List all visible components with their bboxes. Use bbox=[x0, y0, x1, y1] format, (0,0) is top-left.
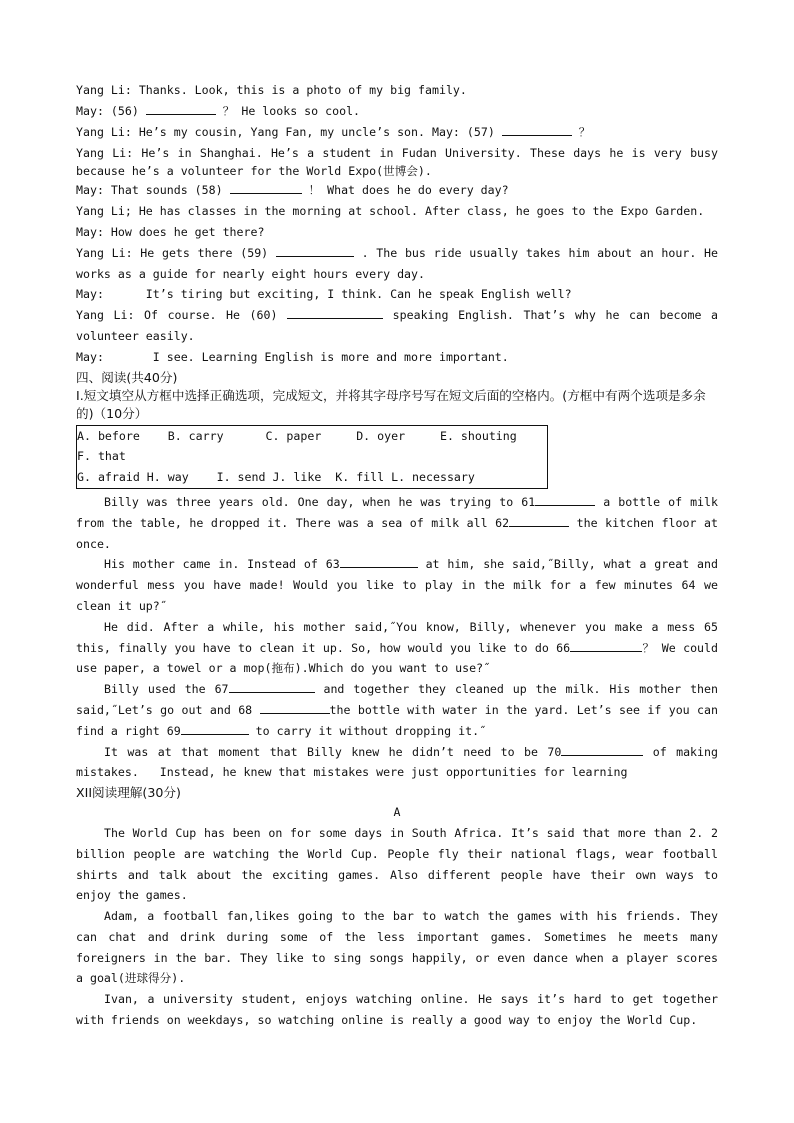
dialogue-text: ？ bbox=[571, 124, 591, 139]
story-paragraph bbox=[76, 554, 725, 616]
dialogue-text: Yang Li: He gets there (59) bbox=[76, 245, 276, 260]
dialogue-line bbox=[76, 122, 718, 143]
story-text: the kitchen floor at once. bbox=[76, 515, 725, 551]
dialogue-line bbox=[76, 305, 725, 347]
story-text: His mother came in. Instead of 63 bbox=[104, 557, 340, 572]
dialogue-section bbox=[76, 80, 725, 368]
story-paragraph bbox=[76, 742, 725, 784]
answer-blank-63[interactable] bbox=[340, 555, 418, 568]
answer-blank-59[interactable] bbox=[276, 244, 354, 257]
story-text: of making mistakes. Instead, he knew that mistakes were just opportunities for learning bbox=[76, 744, 725, 780]
story-text: and together they cleaned up the milk. His mother then said,˝Let’s go out and 68 bbox=[76, 682, 725, 717]
dialogue-line: Yang Li: He’s in Shanghai. He’s a student in Fudan University. These days he is very busy because he’s a volunteer for the World Expo(世博会). bbox=[76, 146, 725, 179]
story-paragraph bbox=[76, 617, 725, 679]
dialogue-text: May: (56) bbox=[76, 103, 146, 118]
dialogue-line: Yang Li: Thanks. Look, this is a photo of my big family. bbox=[76, 83, 467, 97]
dialogue-text: speaking English. That’s why he can become a volunteer easily. bbox=[76, 308, 725, 343]
dialogue-line bbox=[76, 101, 718, 122]
answer-blank-61[interactable] bbox=[535, 493, 595, 506]
dialogue-line: May: It’s tiring but exciting, I think. Can he speak English well? bbox=[76, 287, 572, 302]
answer-blank-67[interactable] bbox=[229, 680, 315, 693]
word-choice-box bbox=[76, 425, 548, 489]
dialogue-text: . The bus ride usually takes him about an hour. He works as a guide for nearly eight hours every day. bbox=[76, 245, 725, 281]
word-box-row: G. afraid H. way I. send J. like K. fill L. necessary bbox=[77, 470, 475, 485]
story-text: ？ We could use paper, a towel or a mop(拖布).Which do you want to use?˝ bbox=[76, 640, 725, 676]
answer-blank-68[interactable] bbox=[260, 701, 330, 714]
story-text: to carry it without dropping it.˝ bbox=[248, 723, 487, 738]
exam-page bbox=[76, 80, 725, 1031]
cloze-story bbox=[76, 492, 725, 783]
dialogue-text: Yang Li: He’s my cousin, Yang Fan, my uncle’s son. May: (57) bbox=[76, 124, 502, 139]
story-text: He did. After a while, his mother said,˝You know, Billy, whenever you make a mess 65 this, finally you have to clean it up. So, how would you like to do 66 bbox=[76, 619, 725, 655]
passage-paragraph: Ivan, a university student, enjoys watching online. He says it’s hard to get together with friends on weekdays, so watching online is really a good way to enjoy the World Cup. bbox=[76, 992, 725, 1028]
answer-blank-70[interactable] bbox=[561, 743, 643, 756]
story-text: Billy was three years old. One day, when he was trying to 61 bbox=[104, 494, 536, 509]
story-text: It was at that moment that Billy knew he didn’t need to be 70 bbox=[104, 744, 562, 759]
passage-paragraph: The World Cup has been on for some days in South Africa. It’s said that more than 2. 2 billion people are watching the World Cup. People fly their national flags, wear football shirts and talk about the exciting games. Also different people have their own ways to enjoy the games. bbox=[76, 825, 725, 903]
section-four bbox=[76, 368, 718, 489]
answer-blank-57[interactable] bbox=[502, 123, 572, 136]
dialogue-line bbox=[76, 243, 725, 285]
story-text: at him, she said,˝Billy, what a great and wonderful mess you have made! Would you like to play in the milk for a few minutes 64 we clean it up?˝ bbox=[76, 557, 725, 613]
story-text: Billy used the 67 bbox=[104, 682, 229, 697]
answer-blank-69[interactable] bbox=[181, 722, 249, 735]
answer-blank-58[interactable] bbox=[230, 181, 302, 194]
passage-paragraph: Adam, a football fan,likes going to the bar to watch the games with his friends. They can chat and drink during some of the less important games. Sometimes he meets many foreigners in the bar. They like to sing songs happily, or even dance when a player scores a goal(进球得分). bbox=[76, 909, 725, 986]
dialogue-line: May: How does he get there? bbox=[76, 224, 265, 239]
story-text: a bottle of milk from the table, he dropped it. There was a sea of milk all 62 bbox=[76, 494, 725, 530]
passage-label: A bbox=[393, 805, 401, 820]
answer-blank-60[interactable] bbox=[287, 306, 383, 319]
section-twelve bbox=[76, 783, 725, 1031]
dialogue-line: May: I see. Learning English is more and more important. bbox=[76, 349, 509, 364]
dialogue-text: ？ He looks so cool. bbox=[215, 103, 361, 118]
dialogue-text: May: That sounds (58) bbox=[76, 183, 230, 198]
story-text: the bottle with water in the yard. Let’s see if you can find a right 69 bbox=[76, 702, 725, 738]
dialogue-text: ！ What does he do every day? bbox=[301, 183, 509, 198]
dialogue-text: Yang Li: Of course. He (60) bbox=[76, 308, 288, 323]
answer-blank-56[interactable] bbox=[146, 102, 216, 115]
word-box-row: A. before B. carry C. paper D. oyer E. shouting bbox=[77, 428, 517, 443]
story-paragraph bbox=[76, 492, 725, 554]
dialogue-line: Yang Li; He has classes in the morning at school. After class, he goes to the Expo Garden. bbox=[76, 204, 705, 219]
answer-blank-62[interactable] bbox=[509, 514, 569, 527]
section-heading: 四、阅读(共40分) bbox=[76, 369, 178, 385]
word-box-row: F. that bbox=[77, 449, 126, 464]
dialogue-line bbox=[76, 180, 718, 201]
section-heading: XII阅读理解(30分) bbox=[76, 785, 181, 801]
story-paragraph bbox=[76, 679, 725, 741]
answer-blank-66[interactable] bbox=[570, 639, 642, 652]
section-instruction: I.短文填空从方框中选择正确选项，完成短文，并将其字母序号写在短文后面的空格内。(方框中有两个选项是多余的)（10分） bbox=[76, 387, 706, 421]
